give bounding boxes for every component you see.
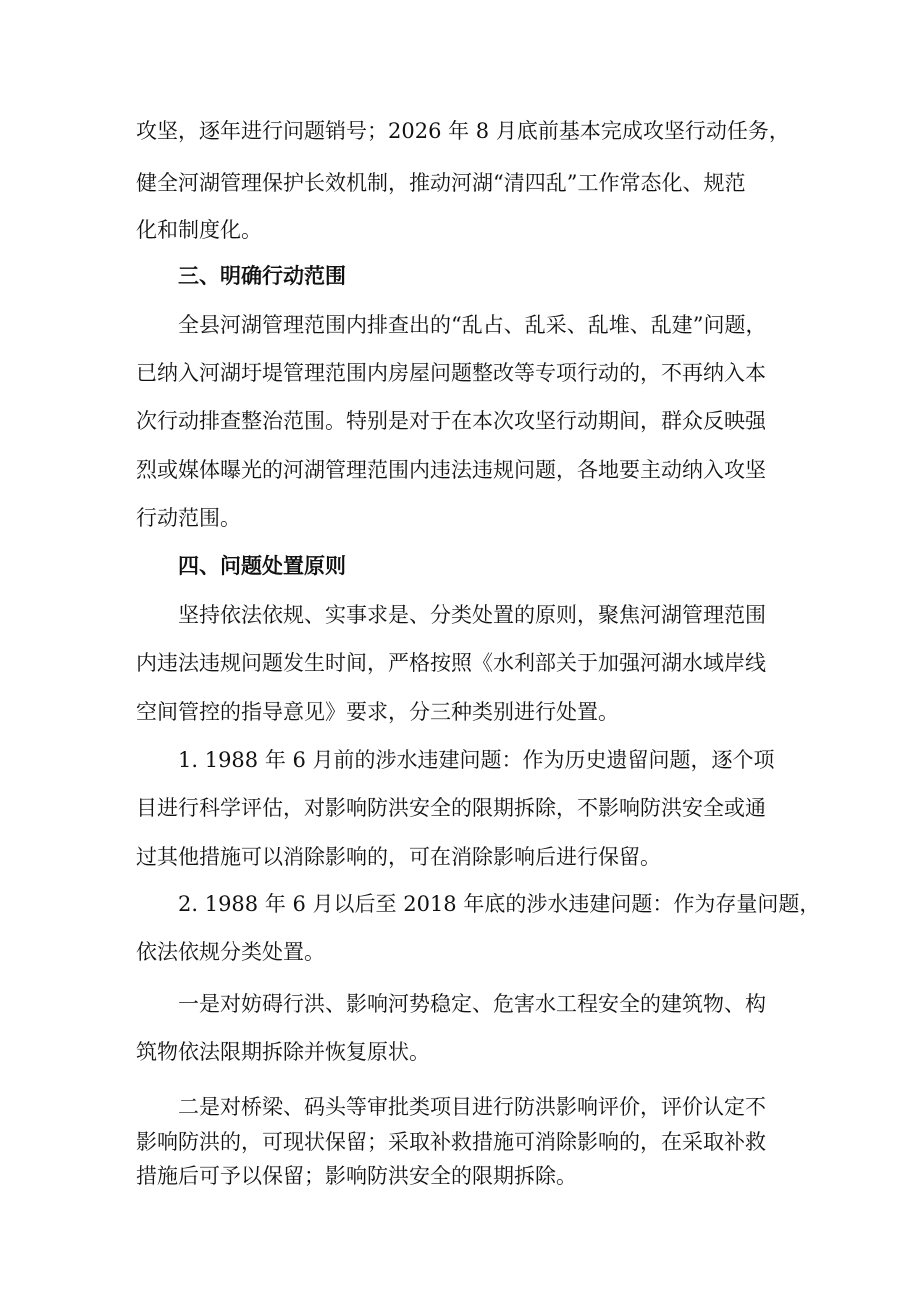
paragraph-line: 内违法违规问题发生时间，严格按照《水利部关于加强河湖水域岸线 (136, 651, 766, 675)
section-heading: 三、明确行动范围 (178, 263, 346, 288)
list-item-line: 2. 1988 年 6 月以后至 2018 年底的涉水违建问题：作为存量问题， (178, 892, 821, 916)
paragraph-line: 措施后可予以保留；影响防洪安全的限期拆除。 (136, 1164, 577, 1188)
paragraph-line: 空间管控的指导意见》要求，分三种类别进行处置。 (136, 700, 619, 724)
paragraph-line: 一是对妨碍行洪、影响河势稳定、危害水工程安全的建筑物、构 (178, 992, 766, 1016)
paragraph-line: 已纳入河湖圩堤管理范围内房屋问题整改等专项行动的，不再纳入本 (136, 361, 766, 385)
list-item-line: 依法依规分类处置。 (136, 940, 325, 964)
paragraph-line: 筑物依法限期拆除并恢复原状。 (136, 1040, 430, 1064)
list-item-line: 过其他措施可以消除影响的，可在消除影响后进行保留。 (136, 845, 661, 869)
paragraph-line: 攻坚，逐年进行问题销号；2026 年 8 月底前基本完成攻坚行动任务， (136, 119, 790, 143)
paragraph-line: 坚持依法依规、实事求是、分类处置的原则，聚焦河湖管理范围 (178, 603, 766, 627)
paragraph-line: 健全河湖管理保护长效机制，推动河湖“清四乱”工作常态化、规范 (136, 171, 746, 195)
paragraph-line: 行动范围。 (136, 506, 241, 530)
section-heading: 四、问题处置原则 (178, 553, 346, 578)
list-item-line: 目进行科学评估，对影响防洪安全的限期拆除，不影响防洪安全或通 (136, 796, 766, 820)
paragraph-line: 全县河湖管理范围内排查出的“乱占、乱采、乱堆、乱建”问题， (178, 313, 767, 337)
paragraph-line: 二是对桥梁、码头等审批类项目进行防洪影响评价，评价认定不 (178, 1095, 766, 1119)
list-item-line: 1. 1988 年 6 月前的涉水违建问题：作为历史遗留问题，逐个项 (178, 748, 775, 772)
paragraph-line: 化和制度化。 (136, 218, 262, 242)
paragraph-line: 烈或媒体曝光的河湖管理范围内违法违规问题，各地要主动纳入攻坚 (136, 458, 766, 482)
paragraph-line: 次行动排查整治范围。特别是对于在本次攻坚行动期间，群众反映强 (136, 409, 766, 433)
paragraph-line: 影响防洪的，可现状保留；采取补救措施可消除影响的，在采取补救 (136, 1130, 766, 1154)
